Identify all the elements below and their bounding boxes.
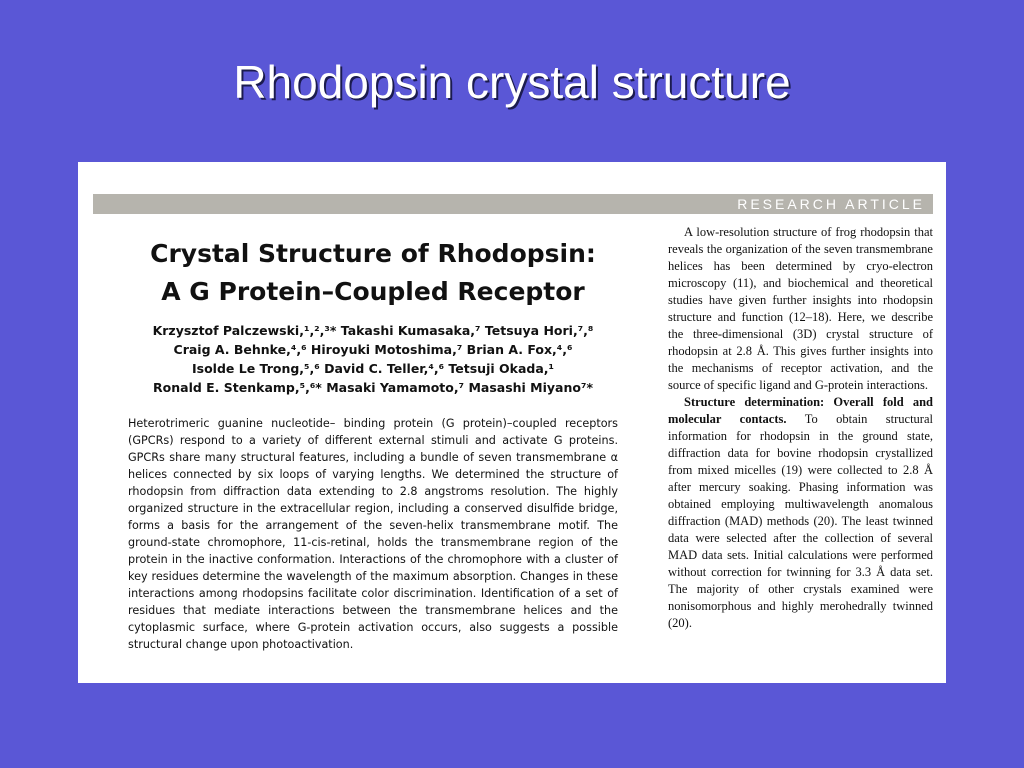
body-paragraph-2-lead: Structure determination: Overall fold and molecular contacts.: [668, 395, 933, 426]
body-paragraph-2: [668, 394, 933, 632]
research-article-image: [78, 162, 946, 683]
body-paragraph-2-text: To obtain structural information for rhodopsin in the ground state, diffraction data for bovine rhodopsin crystallized from mixed micelles (19) were collected to 2.8 Å after mercury soaking. Phasing information was obtained employing multiwavelength anomalous diffraction (MAD) methods (20). The least twinned data were selected after the collection of several MAD data sets. Initial calculations were performed without correction for twinning for 3.3 Å data set. The majority of other crystals examined were nonisomorphous and highly merohedrally twinned (20).: [668, 412, 933, 630]
article-body-column: [668, 224, 933, 632]
body-paragraph-1: A low-resolution structure of frog rhodopsin that reveals the organization of the seven transmembrane helices has been determined by cryo-electron microscopy (11), and biochemical and theoretical studies have given further insights into rhodopsin structure and function (12–18). Here, we describe the three-dimensional (3D) crystal structure of rhodopsin at 2.8 Å. This gives further insights into the mechanisms of receptor activation, and the source of specific ligand and G-protein interactions.: [668, 225, 933, 392]
article-title: Crystal Structure of Rhodopsin: A G Protein–Coupled Receptor: [150, 239, 596, 306]
slide-title: Rhodopsin crystal structure: [233, 56, 791, 108]
research-article-label: RESEARCH ARTICLE: [737, 196, 925, 212]
article-abstract: Heterotrimeric guanine nucleotide– binding protein (G protein)–coupled receptors (GPCRs) respond to a variety of different external stimuli and activate G proteins. GPCRs share many structural features, including a bundle of seven transmembrane α helices connected by six loops of varying lengths. We determined the structure of rhodopsin from diffraction data extending to 2.8 angstroms resolution. The highly organized structure in the extracellular region, including a conserved disulfide bridge, forms a basis for the arrangement of the seven-helix transmembrane motif. The ground-state chromophore, 11-cis-retinal, holds the transmembrane region of the protein in the inactive conformation. Interactions of the chromophore with a cluster of key residues determine the wavelength of the maximum absorption. Changes in these interactions among rhodopsins facilitate color discrimination. Identification of a set of residues that mediate interactions between the transmembrane helices and the cytoplasmic surface, where G-protein activation occurs, also suggests a possible structural change upon photoactivation.: [128, 417, 618, 651]
article-left-column: [128, 235, 618, 653]
article-authors: Krzysztof Palczewski,¹,²,³* Takashi Kumasaka,⁷ Tetsuya Hori,⁷,⁸ Craig A. Behnke,⁴,⁶ Hiroyuki Motoshima,⁷ Brian A. Fox,⁴,⁶ Isolde Le Trong,⁵,⁶ David C. Teller,⁴,⁶ Tetsuji Okada,¹ Ronald E. Stenkamp,⁵,⁶* Masaki Yamamoto,⁷ Masashi Miyano⁷*: [152, 323, 594, 395]
research-article-header-bar: [93, 194, 933, 214]
